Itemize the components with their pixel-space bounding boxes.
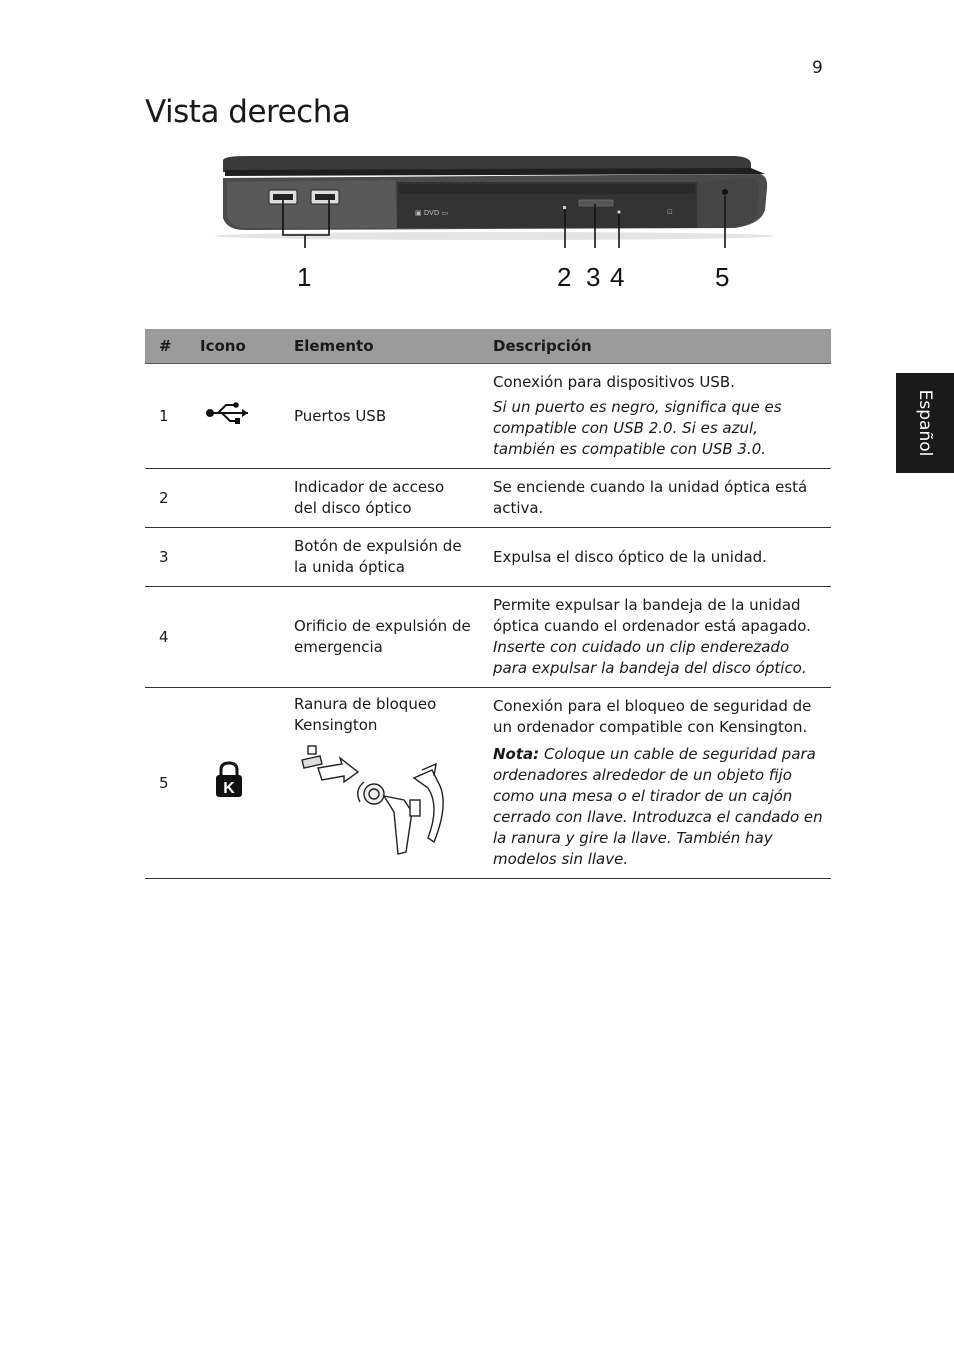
callout-1: 1 (297, 262, 312, 292)
usb-icon (204, 401, 254, 425)
header-element: Elemento (280, 329, 479, 364)
row-element: Indicador de acceso del disco óptico (280, 469, 479, 528)
drive-eject-button (579, 200, 613, 206)
callout-5: 5 (715, 262, 730, 292)
row-num: 4 (145, 587, 186, 688)
table-row (145, 364, 831, 469)
row-element: Botón de expulsión de la unida óptica (280, 528, 479, 587)
row-note-container (493, 744, 823, 870)
row-element: Ranura de bloqueo Kensington (294, 695, 437, 734)
note-label: Nota: (493, 745, 540, 763)
row-element: Orificio de expulsión de emergencia (280, 587, 479, 688)
page-title: Vista derecha (145, 94, 351, 130)
kensington-slot (722, 189, 728, 195)
kensington-lock-icon (214, 761, 244, 799)
ports-table (145, 329, 831, 879)
table-row (145, 528, 831, 587)
table-header-row (145, 329, 831, 364)
callout-3: 3 (586, 262, 601, 292)
laptop-right-side-illustration (205, 148, 785, 248)
table-row (145, 688, 831, 879)
svg-text:▣ DVD ▭: ▣ DVD ▭ (415, 209, 449, 217)
kensington-lock-illustration (294, 742, 464, 862)
row-element: Puertos USB (280, 364, 479, 469)
row-num: 3 (145, 528, 186, 587)
page-number: 9 (812, 58, 823, 78)
row-description: Se enciende cuando la unidad óptica está activa. (479, 469, 831, 528)
language-tab-label: Español (915, 389, 935, 457)
header-icon: Icono (186, 329, 280, 364)
row-description: Conexión para dispositivos USB. (493, 373, 735, 391)
svg-text:K: K (223, 780, 235, 797)
header-num: # (145, 329, 186, 364)
row-num: 5 (145, 688, 186, 879)
callout-2: 2 (557, 262, 572, 292)
callout-4: 4 (610, 262, 625, 292)
row-description: Conexión para el bloqueo de seguridad de un ordenador compatible con Kensington. (493, 697, 812, 736)
row-description: Expulsa el disco óptico de la unidad. (479, 528, 831, 587)
svg-text:⊡: ⊡ (667, 208, 673, 216)
row-num: 1 (145, 364, 186, 469)
header-description: Descripción (479, 329, 831, 364)
row-description: Permite expulsar la bandeja de la unidad óptica cuando el ordenador está apagado. (493, 596, 811, 635)
row-num: 2 (145, 469, 186, 528)
language-tab (896, 373, 954, 473)
row-note: Coloque un cable de seguridad para ordenadores alrededor de un objeto fijo como una mesa o el tirador de un cajón cerrado con llave. Introduzca el candado en la ranura y gire la llave. También hay modelos sin llave. (493, 745, 823, 868)
table-row (145, 469, 831, 528)
row-note: Inserte con cuidado un clip enderezado para expulsar la bandeja del disco óptico. (493, 638, 807, 677)
drive-activity-indicator (563, 206, 566, 209)
table-row (145, 587, 831, 688)
emergency-eject-hole (617, 210, 620, 213)
row-note: Si un puerto es negro, significa que es compatible con USB 2.0. Si es azul, también es compatible con USB 3.0. (493, 398, 782, 458)
